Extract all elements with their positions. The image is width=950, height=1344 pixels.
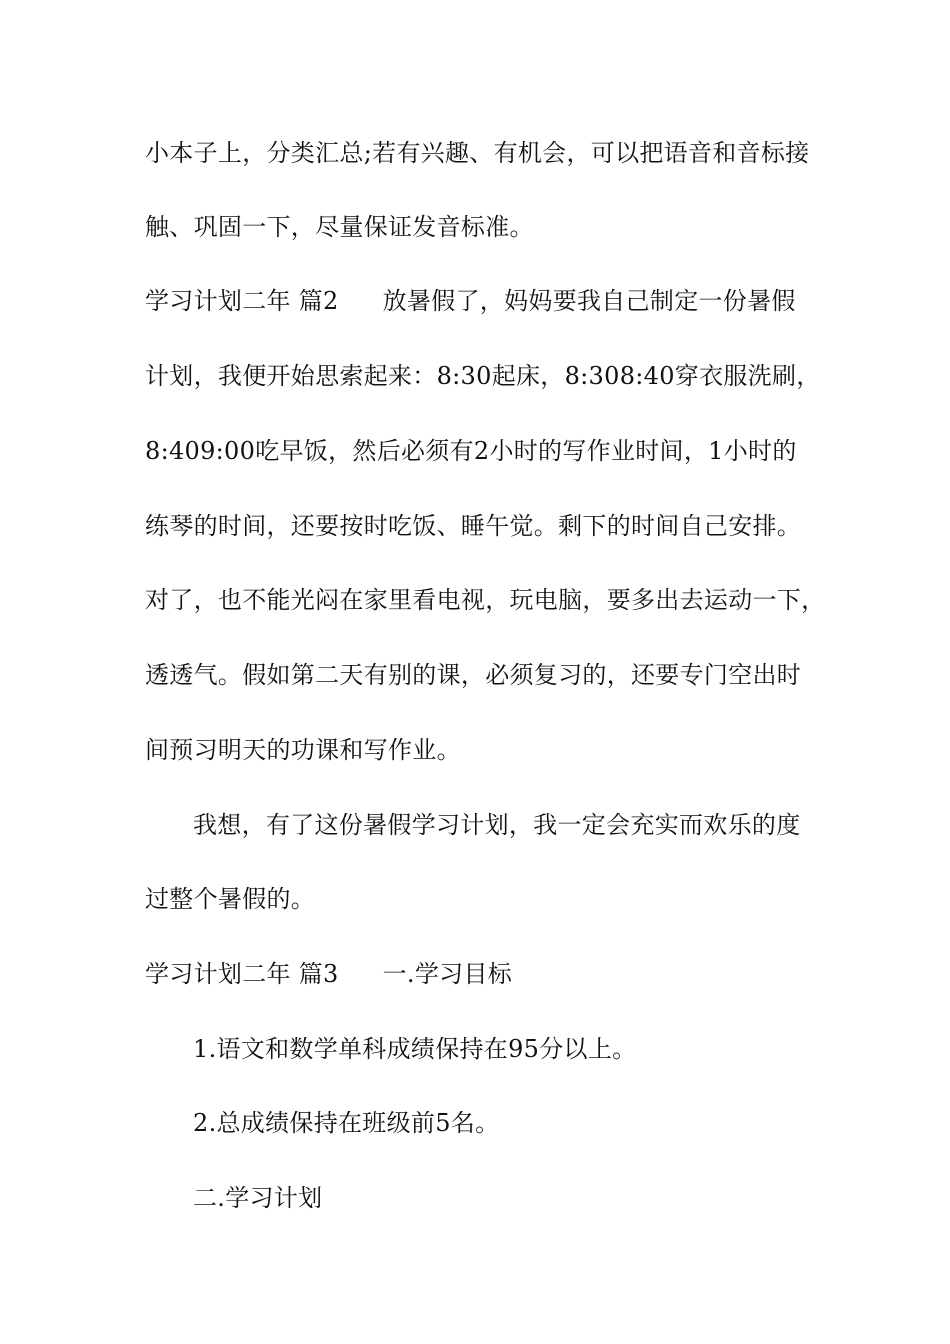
text-line: 透透气。假如第二天有别的课，必须复习的，还要专门空出时: [145, 661, 802, 689]
list-item: 2.总成绩保持在班级前5名。: [193, 1109, 500, 1137]
text-line: 间预习明天的功课和写作业。: [145, 736, 461, 764]
text-line: 触、巩固一下，尽量保证发音标准。: [145, 213, 534, 241]
text-line: 小本子上，分类汇总;若有兴趣、有机会，可以把语音和音标接: [145, 139, 810, 167]
section-2-line: [145, 286, 796, 316]
text-line: 练琴的时间，还要按时吃饭、睡午觉。剩下的时间自己安排。: [145, 512, 802, 540]
text-line: 对了，也不能光闷在家里看电视，玩电脑，要多出去运动一下，: [145, 586, 826, 614]
section-3-text: 一.学习目标: [382, 960, 513, 988]
section-2-heading: 学习计划二年 篇2: [145, 287, 339, 315]
section-3-heading: 学习计划二年 篇3: [145, 960, 339, 988]
section-2-text: 放暑假了，妈妈要我自己制定一份暑假: [382, 287, 796, 315]
list-item: 1.语文和数学单科成绩保持在95分以上。: [193, 1035, 637, 1063]
text-line: 计划，我便开始思索起来：8:30起床，8:308:40穿衣服洗刷，: [145, 362, 821, 390]
subheading: 二.学习计划: [193, 1184, 323, 1212]
text-line: 过整个暑假的。: [145, 885, 316, 913]
text-line: 8:409:00吃早饭，然后必须有2小时的写作业时间，1小时的: [145, 437, 797, 465]
section-3-line: [145, 959, 512, 989]
text-line: 我想，有了这份暑假学习计划，我一定会充实而欢乐的度: [193, 811, 801, 839]
